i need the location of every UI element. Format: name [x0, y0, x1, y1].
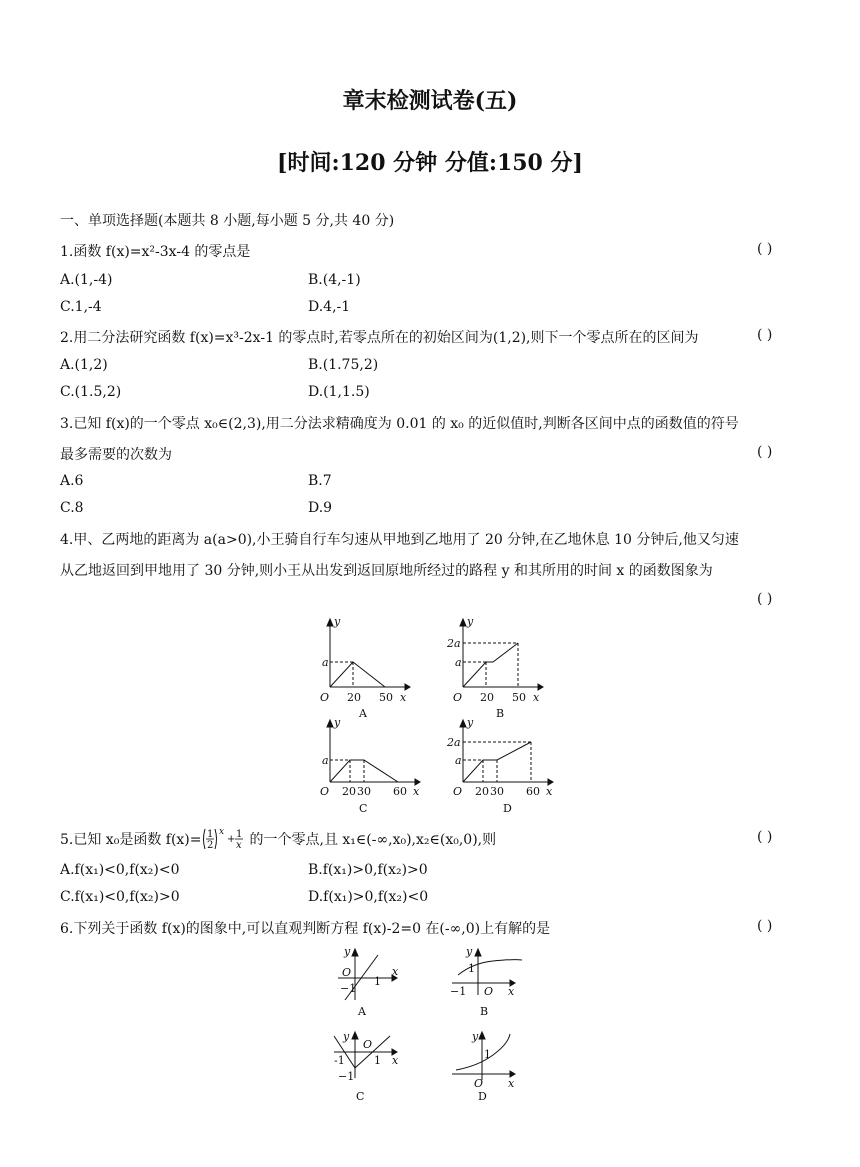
q5-stem-part2: 的一个零点,且 x₁∈(-∞,x₀),x₂∈(x₀,0),则: [249, 832, 497, 848]
q4b-tick-50: 50: [512, 691, 526, 704]
q6a-origin-label: O: [342, 966, 352, 979]
q5-formula: [202, 826, 250, 852]
q4c-x-label: x: [413, 785, 420, 798]
q6-graph-b: [450, 945, 522, 1018]
q4-graph-c: [320, 716, 420, 815]
q6c-minus-1-x-label: -1: [334, 1054, 345, 1067]
page-subtitle: [时间:120 分钟 分值:150 分]: [277, 150, 583, 176]
q4a-y-label: y: [334, 615, 341, 628]
q1-answer-paren: ( ): [757, 241, 773, 257]
q6d-one-label: 1: [484, 1048, 491, 1061]
q4b-2a-label: 2a: [447, 637, 461, 650]
q1-stem: 1.函数 f(x)=x²-3x-4 的零点是: [60, 244, 251, 260]
q5-stem: [60, 826, 496, 852]
q3-option-d: D.9: [308, 500, 333, 516]
q6b-x-label: x: [508, 985, 515, 998]
q4-graph-d: [446, 716, 553, 815]
q3-option-c: C.8: [60, 500, 84, 516]
q4b-x-label: x: [533, 691, 540, 704]
q5-stem-part1: 5.已知 x₀是函数 f(x)=: [60, 832, 202, 848]
q4c-tick-20: 20: [342, 785, 356, 798]
q4d-caption: D: [503, 802, 512, 815]
q6d-caption: D: [478, 1090, 487, 1103]
q4a-caption: A: [359, 707, 367, 720]
q1-option-b: B.(4,-1): [308, 272, 361, 288]
q6b-origin-label: O: [484, 985, 494, 998]
page-title: 章末检测试卷(五): [342, 88, 518, 114]
q4d-y-label: y: [467, 716, 474, 729]
q6b-one-label: 1: [468, 962, 475, 975]
q6d-x-label: x: [508, 1077, 515, 1090]
q3-answer-paren: ( ): [757, 444, 773, 460]
q4b-origin-label: O: [453, 691, 463, 704]
q4b-caption: B: [496, 707, 505, 720]
q4d-tick-20: 20: [475, 785, 489, 798]
q6a-caption: A: [358, 1005, 366, 1018]
q5-option-a: A.f(x₁)<0,f(x₂)<0: [60, 862, 180, 878]
q5-answer-paren: ( ): [757, 829, 773, 845]
svg-text:+: +: [226, 834, 235, 845]
q5-frac-numerator: 1: [235, 829, 242, 840]
q4a-tick-20: 20: [347, 691, 361, 704]
q4c-y-label: y: [334, 716, 341, 729]
q3-stem-line1: 3.已知 f(x)的一个零点 x₀∈(2,3),用二分法求精确度为 0.01 的 x₀ 的近似值时,判断各区间中点的函数值的符号: [60, 416, 739, 432]
q2-option-a: A.(1,2): [60, 357, 108, 373]
q2-stem: 2.用二分法研究函数 f(x)=x³-2x-1 的零点时,若零点所在的初始区间为(1,2),则下一个零点所在的区间为: [60, 330, 699, 346]
q4a-tick-50: 50: [379, 691, 393, 704]
q3-stem-line2: 最多需要的次数为: [60, 447, 172, 463]
q4c-caption: C: [359, 802, 368, 815]
q1-option-d: D.4,-1: [308, 299, 351, 315]
q5-numerator-1: 1: [206, 829, 213, 840]
q5-frac-denominator: x: [235, 840, 242, 851]
q6c-caption: C: [356, 1090, 365, 1103]
q4-answer-paren: ( ): [757, 591, 773, 607]
q4d-a-label: a: [455, 754, 462, 767]
q4c-tick-60: 60: [393, 785, 407, 798]
q4c-tick-30: 30: [357, 785, 371, 798]
q4-graph-a: [320, 615, 410, 720]
q6c-y-label: y: [343, 1030, 350, 1043]
q4d-tick-60: 60: [526, 785, 540, 798]
q6-stem: 6.下列关于函数 f(x)的图象中,可以直观判断方程 f(x)-2=0 在(-∞,0)上有解的是: [60, 921, 551, 937]
q6c-minus-1-y-label: −1: [338, 1070, 355, 1083]
q6-graph-d: [452, 1030, 515, 1103]
q6a-one-label: 1: [374, 975, 381, 988]
q4a-origin-label: O: [320, 691, 330, 704]
q4d-tick-30: 30: [490, 785, 504, 798]
svg-text:2: 2: [206, 840, 213, 851]
q5-option-d: D.f(x₁)>0,f(x₂)<0: [308, 889, 429, 905]
q6-figure: [330, 945, 530, 1105]
section-heading: 一、单项选择题(本题共 8 小题,每小题 5 分,共 40 分): [60, 213, 395, 229]
q6c-one-label: 1: [374, 1054, 381, 1067]
q5-exponent-x: x: [218, 827, 224, 837]
q4a-x-label: x: [400, 691, 407, 704]
q4-graph-b: [446, 615, 543, 720]
q5-option-c: C.f(x₁)<0,f(x₂)>0: [60, 889, 180, 905]
q6a-x-label: x: [392, 965, 399, 978]
q6-graph-c: [334, 1030, 399, 1103]
q2-answer-paren: ( ): [757, 327, 773, 343]
q4-stem-line1: 4.甲、乙两地的距离为 a(a>0),小王骑自行车匀速从甲地到乙地用了 20 分钟,在乙地休息 10 分钟后,他又匀速: [60, 532, 739, 548]
q6a-minus-1-label: −1: [340, 982, 357, 995]
q3-option-a: A.6: [60, 473, 84, 489]
q2-option-b: B.(1.75,2): [308, 357, 379, 373]
q4b-tick-20: 20: [480, 691, 494, 704]
q6a-y-label: y: [344, 945, 351, 958]
q4d-origin-label: O: [453, 785, 463, 798]
q6b-caption: B: [480, 1005, 489, 1018]
q6d-y-label: y: [472, 1030, 479, 1043]
q1-option-a: A.(1,-4): [60, 272, 113, 288]
q4d-2a-label: 2a: [447, 736, 461, 749]
q6c-x-label: x: [392, 1054, 399, 1067]
q2-option-c: C.(1.5,2): [60, 384, 122, 400]
q4-stem-line2: 从乙地返回到甲地用了 30 分钟,则小王从出发到返回原地所经过的路程 y 和其所用的时间 x 的函数图象为: [60, 563, 713, 579]
q6c-origin-label: O: [363, 1038, 373, 1051]
q4a-a-label: a: [322, 656, 329, 669]
q5-option-b: B.f(x₁)>0,f(x₂)>0: [308, 862, 428, 878]
q1-option-c: C.1,-4: [60, 299, 102, 315]
q4c-a-label: a: [322, 754, 329, 767]
q4d-x-label: x: [546, 785, 553, 798]
q4b-y-label: y: [467, 615, 474, 628]
q4c-origin-label: O: [320, 785, 330, 798]
q6d-origin-label: O: [474, 1077, 484, 1090]
q6-answer-paren: ( ): [757, 918, 773, 934]
q4b-a-label: a: [455, 656, 462, 669]
q6b-y-label: y: [466, 945, 473, 958]
q4-figure: [310, 615, 553, 815]
q6b-minus-1-label: −1: [450, 985, 467, 998]
q3-option-b: B.7: [308, 473, 332, 489]
q6-graph-a: [338, 945, 399, 1018]
q2-option-d: D.(1,1.5): [308, 384, 370, 400]
